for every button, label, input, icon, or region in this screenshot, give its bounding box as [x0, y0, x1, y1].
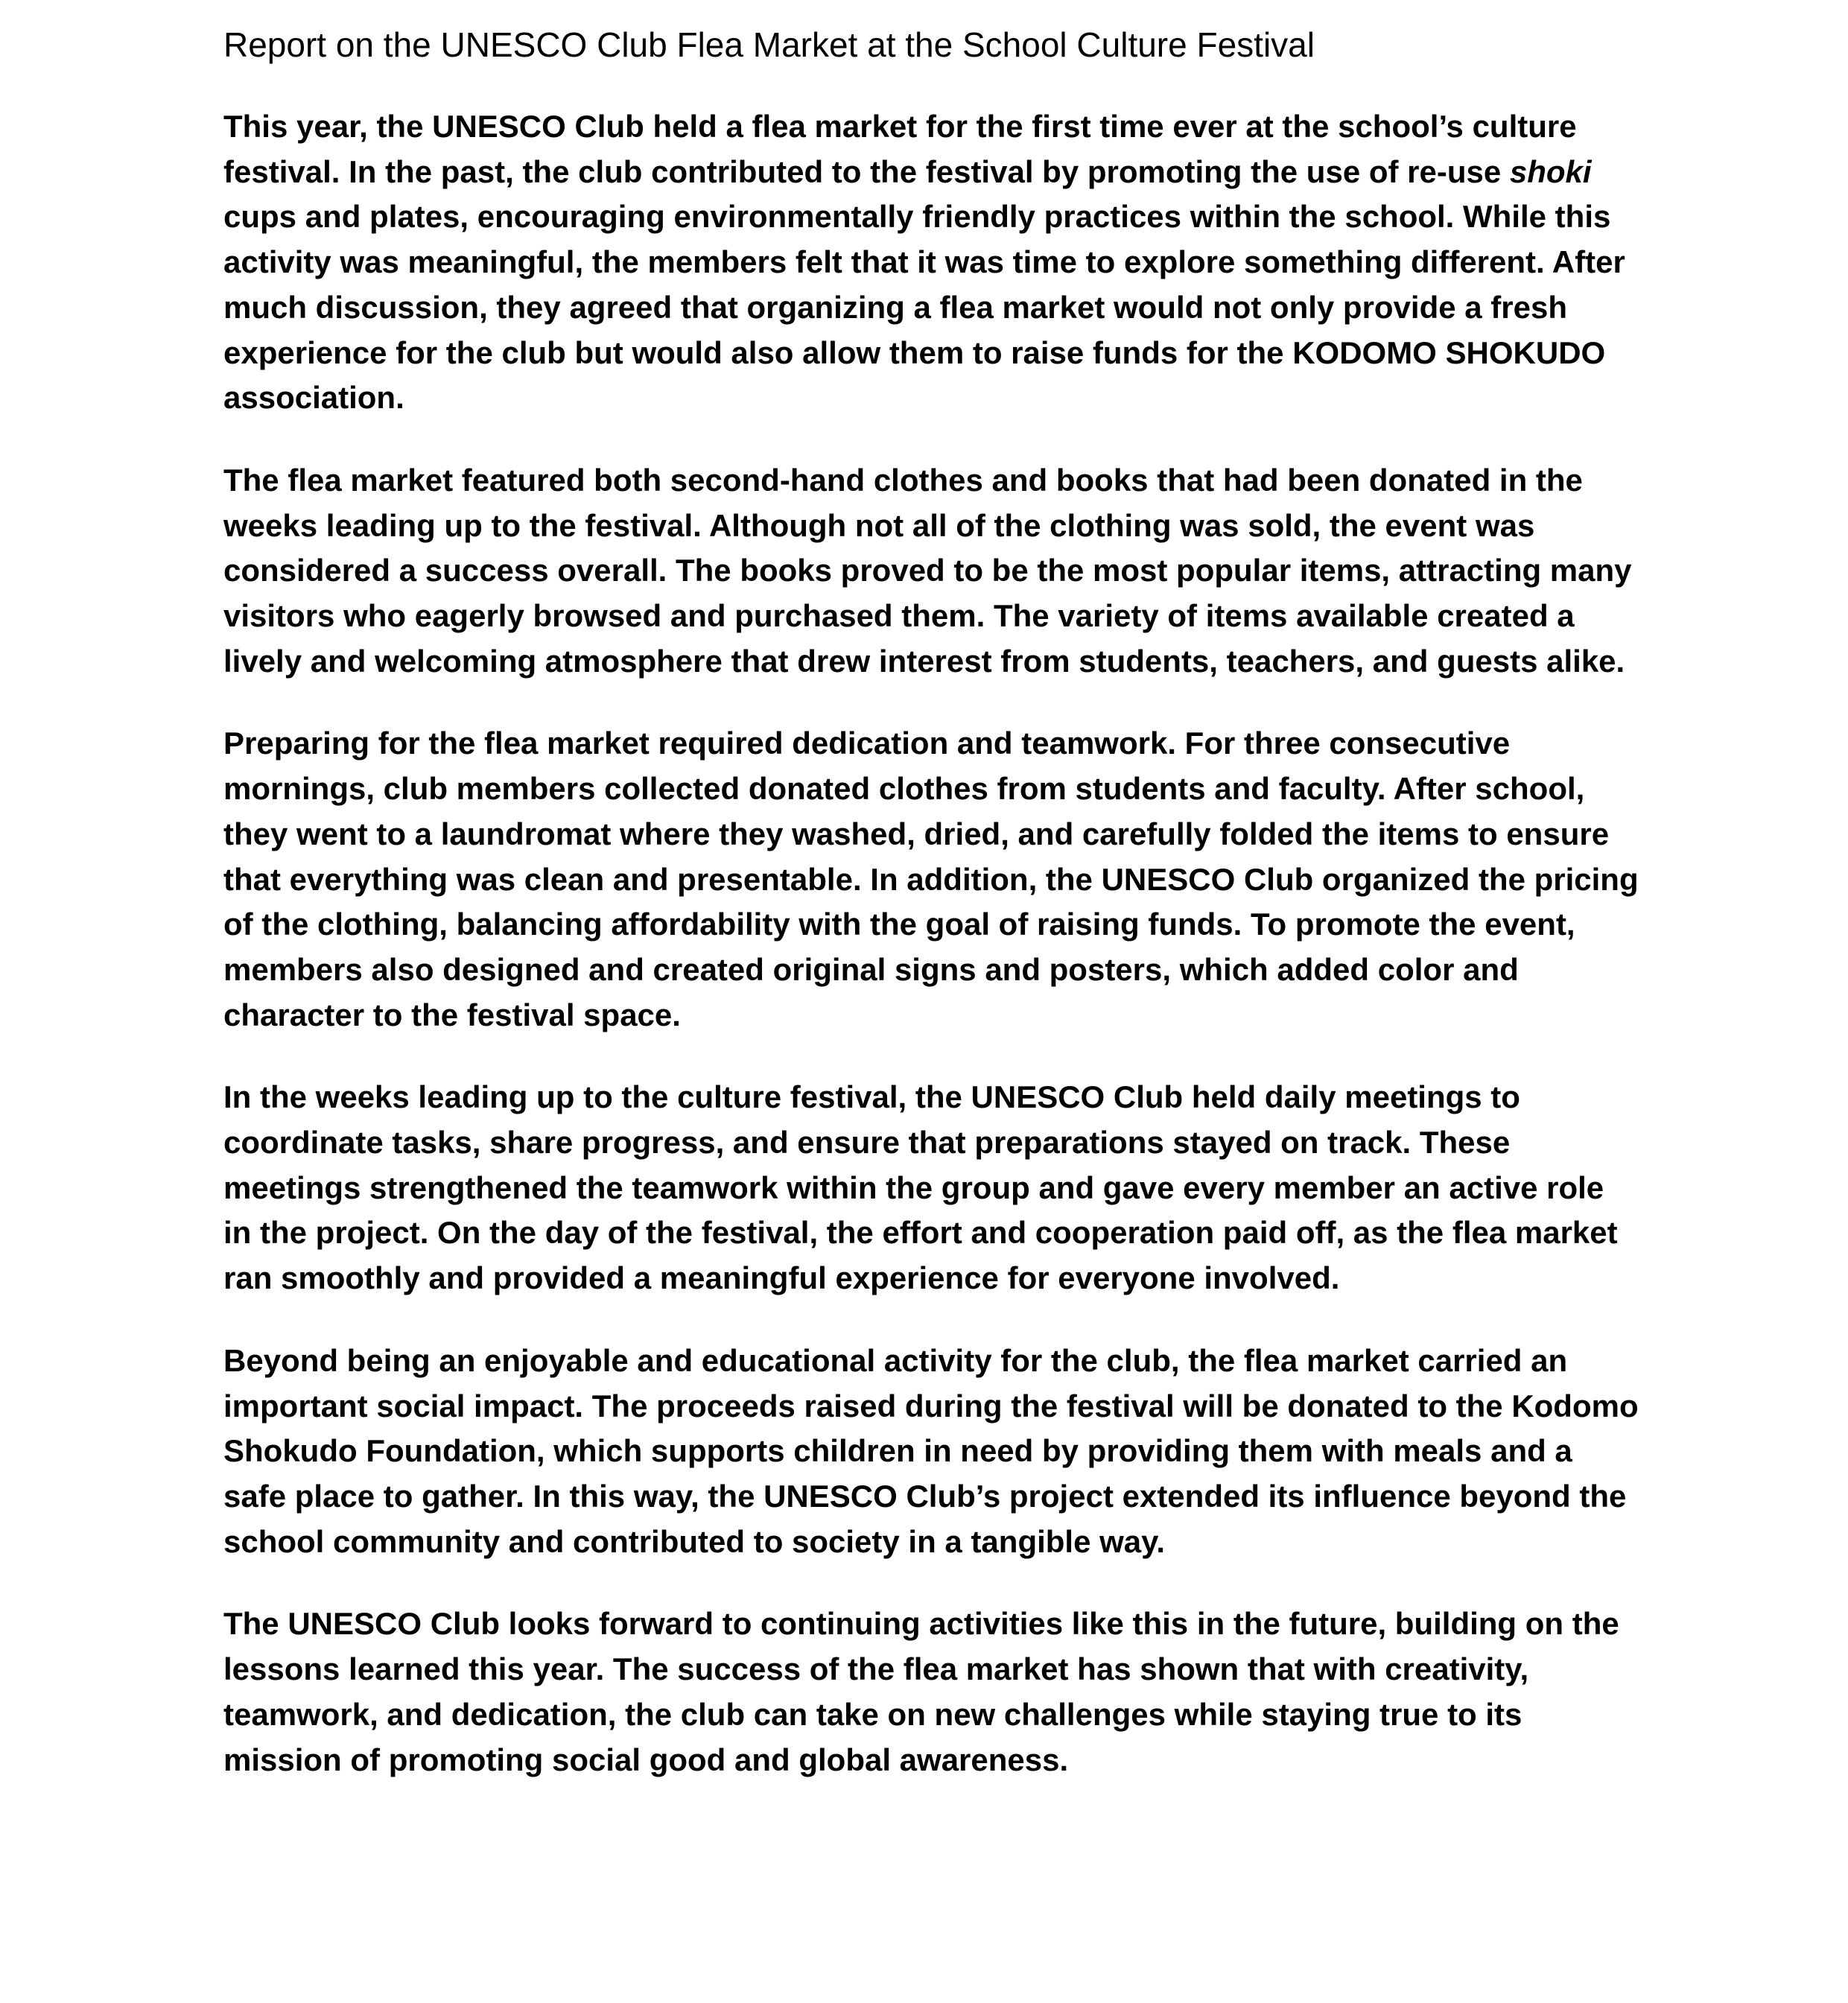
paragraph-6: The UNESCO Club looks forward to continuing activities like this in the future, building on the lessons learned this year. The success of the flea market has shown that with creativity, teamwork, and dedication, the club can take on new challenges while staying true to its mission of promoting social good and global awareness.	[223, 1606, 1619, 1777]
paragraph-1	[223, 104, 1639, 421]
paragraph-1-italic-word: shoki	[1509, 153, 1592, 189]
document-title: Report on the UNESCO Club Flea Market at the School Culture Festival	[223, 25, 1315, 64]
paragraph-1-text-start: This year, the UNESCO Club held a flea market for the first time ever at the school’s culture festival. In the past, the club contributed to the festival by promoting the use of re-use	[223, 109, 1577, 189]
paragraph-1-text-end: cups and plates, encouraging environmentally friendly practices within the school. While this activity was meaningful, the members felt that it was time to explore something different. After much discussion, they agreed that organizing a flea market would not only provide a fresh experience for the club but would also allow them to raise funds for the KODOMO SHOKUDO association.	[223, 199, 1625, 416]
paragraph-4: In the weeks leading up to the culture festival, the UNESCO Club held daily meetings to coordinate tasks, share progress, and ensure that preparations stayed on track. These meetings strengthened the teamwork within the group and gave every member an active role in the project. On the day of the festival, the effort and cooperation paid off, as the flea market ran smoothly and provided a meaningful experience for everyone involved.	[223, 1079, 1618, 1296]
document-page	[223, 22, 1639, 1820]
paragraph-3: Preparing for the flea market required dedication and teamwork. For three consecutive mornings, club members collected donated clothes from students and faculty. After school, they went to a laundromat where they washed, dried, and carefully folded the items to ensure that everything was clean and presentable. In addition, the UNESCO Club organized the pricing of the clothing, balancing affordability with the goal of raising funds. To promote the event, members also designed and created original signs and posters, which added color and character to the festival space.	[223, 726, 1639, 1032]
paragraph-5: Beyond being an enjoyable and educational activity for the club, the flea market carried an important social impact. The proceeds raised during the festival will be donated to the Kodomo Shokudo Foundation, which supports children in need by providing them with meals and a safe place to gather. In this way, the UNESCO Club’s project extended its influence beyond the school community and contributed to society in a tangible way.	[223, 1342, 1639, 1559]
paragraph-2: The flea market featured both second-hand clothes and books that had been donated in the weeks leading up to the festival. Although not all of the clothing was sold, the event was considered a success overall. The books proved to be the most popular items, attracting many visitors who eagerly browsed and purchased them. The variety of items available created a lively and welcoming atmosphere that drew interest from students, teachers, and guests alike.	[223, 462, 1632, 679]
